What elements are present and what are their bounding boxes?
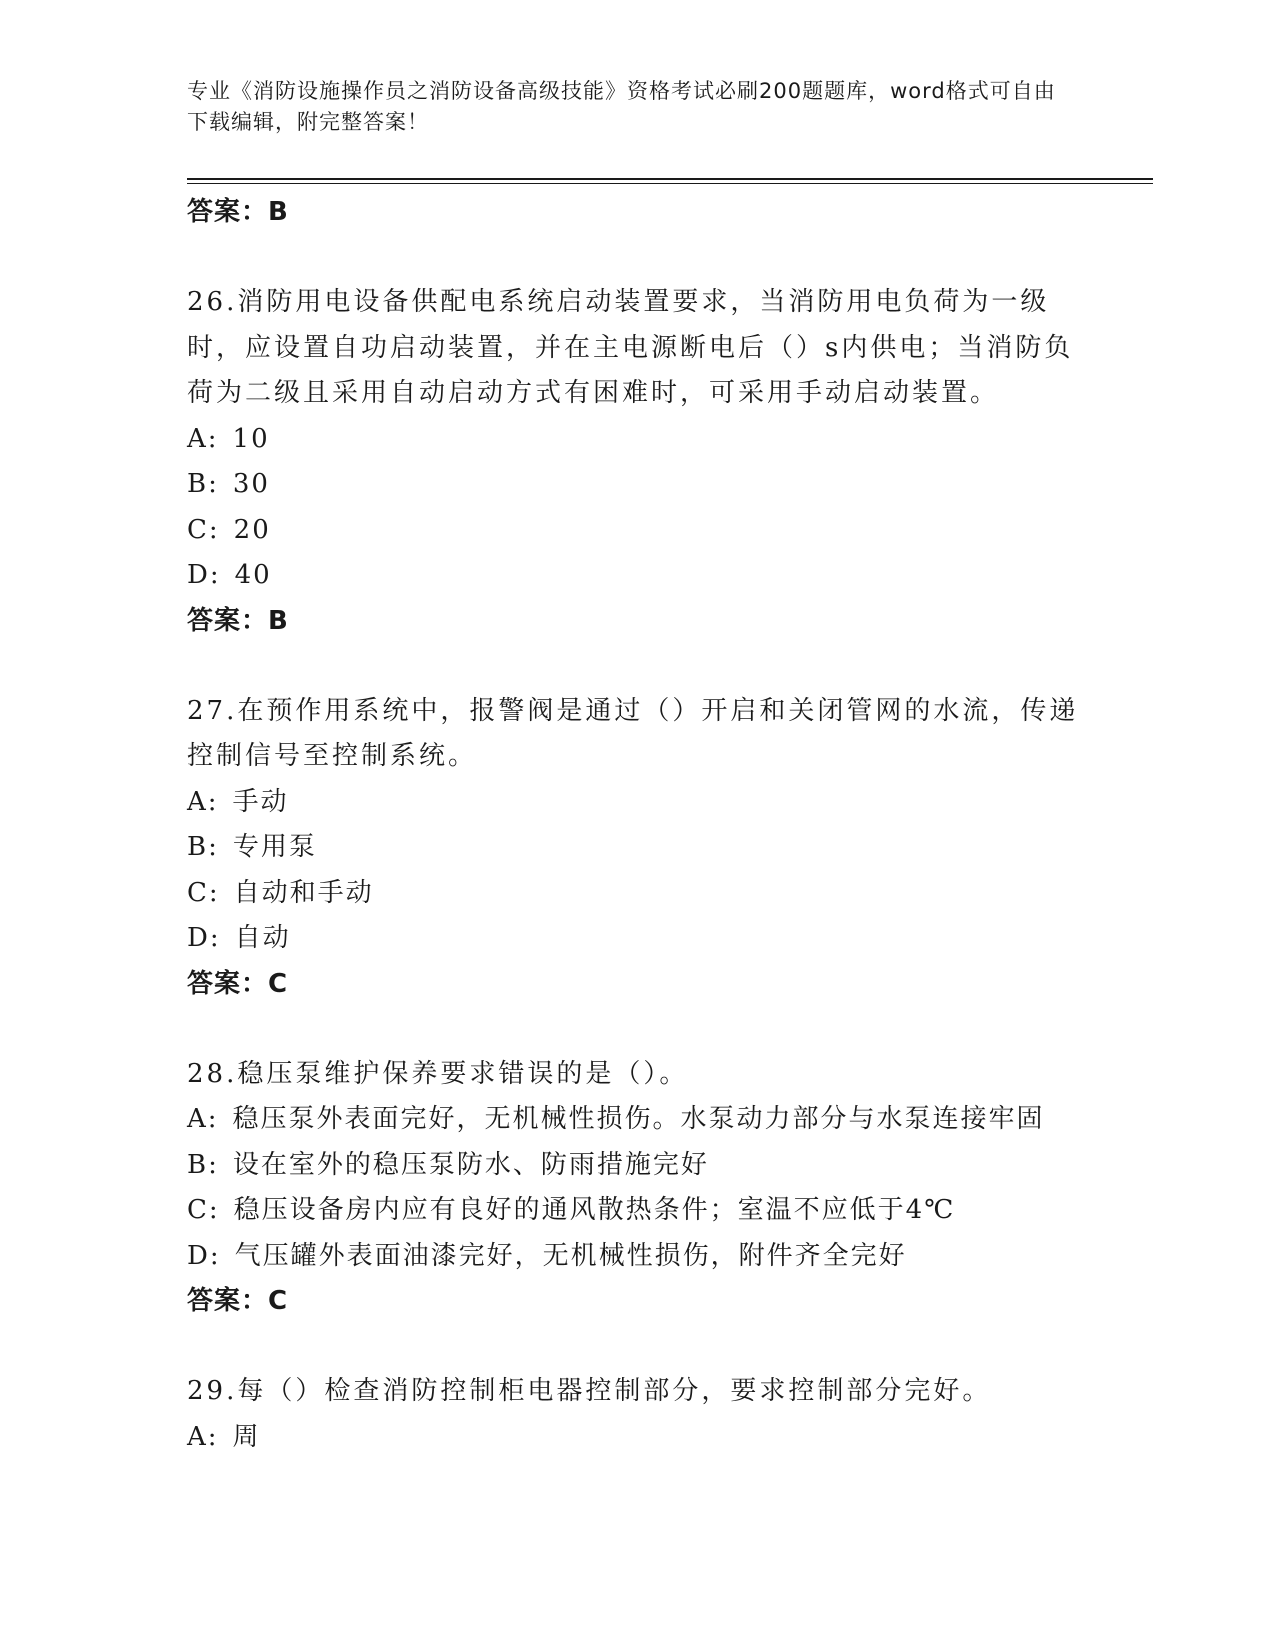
option-a bbox=[187, 1097, 1087, 1143]
answer-line: 答案：B bbox=[187, 197, 289, 227]
option-b bbox=[187, 462, 1087, 508]
question-item bbox=[187, 280, 1087, 639]
option-d bbox=[187, 1234, 1087, 1280]
option-text: 自动和手动 bbox=[233, 877, 374, 908]
option-letter: A: bbox=[187, 786, 219, 817]
option-letter: A: bbox=[187, 423, 219, 454]
answer-line: 答案：B bbox=[187, 605, 289, 636]
option-text: 稳压设备房内应有良好的通风散热条件；室温不应低于4℃ bbox=[233, 1195, 956, 1225]
option-text: 40 bbox=[234, 560, 272, 590]
question-stem: 28.稳压泵维护保养要求错误的是（）。 bbox=[187, 1058, 689, 1089]
option-c bbox=[187, 871, 1087, 917]
question-item bbox=[187, 1052, 1087, 1320]
option-letter: D: bbox=[187, 560, 221, 590]
option-c bbox=[187, 1188, 1087, 1234]
option-text: 20 bbox=[233, 514, 271, 545]
answer-line: 答案：C bbox=[187, 1286, 289, 1316]
option-text: 30 bbox=[232, 469, 270, 499]
header-divider-thin bbox=[187, 183, 1153, 184]
option-letter: B: bbox=[187, 832, 219, 862]
option-a bbox=[187, 1415, 1087, 1461]
option-letter: C: bbox=[187, 877, 220, 908]
option-letter: B: bbox=[187, 1149, 219, 1180]
option-letter: B: bbox=[187, 469, 219, 499]
option-letter: C: bbox=[187, 514, 220, 545]
question-item bbox=[187, 689, 1087, 1002]
option-letter: A: bbox=[187, 1104, 219, 1134]
option-text: 稳压泵外表面完好，无机械性损伤。水泵动力部分与水泵连接牢固 bbox=[232, 1104, 1045, 1134]
option-letter: C: bbox=[187, 1195, 220, 1225]
option-a bbox=[187, 780, 1087, 826]
option-text: 周 bbox=[232, 1421, 261, 1452]
option-text: 自动 bbox=[234, 923, 291, 953]
option-d bbox=[187, 553, 1087, 599]
option-text: 设在室外的稳压泵防水、防雨措施完好 bbox=[232, 1149, 709, 1180]
option-text: 10 bbox=[232, 423, 270, 454]
option-text: 手动 bbox=[232, 786, 289, 817]
option-b bbox=[187, 825, 1087, 871]
question-item bbox=[187, 1369, 1087, 1460]
answer-line: 答案：C bbox=[187, 968, 289, 999]
page-header: 专业《消防设施操作员之消防设备高级技能》资格考试必刷200题题库，word格式可自由下载编辑，附完整答案！ bbox=[187, 79, 1056, 134]
question-stem: 27.在预作用系统中，报警阀是通过（）开启和关闭管网的水流，传递控制信号至控制系统。 bbox=[187, 695, 1079, 771]
option-letter: A: bbox=[187, 1421, 219, 1452]
question-stem: 26.消防用电设备供配电系统启动装置要求，当消防用电负荷为一级时，应设置自功启动装置，并在主电源断电后（）s内供电；当消防负荷为二级且采用自动启动方式有困难时，可采用手动启动装置。 bbox=[187, 287, 1074, 408]
header-divider-thick bbox=[187, 178, 1153, 180]
option-d bbox=[187, 916, 1087, 962]
option-a bbox=[187, 417, 1087, 463]
option-c bbox=[187, 508, 1087, 554]
option-letter: D: bbox=[187, 923, 221, 953]
option-text: 专用泵 bbox=[232, 832, 317, 862]
option-b bbox=[187, 1143, 1087, 1189]
question-stem: 29.每（）检查消防控制柜电器控制部分，要求控制部分完好。 bbox=[187, 1376, 992, 1406]
question-list bbox=[187, 190, 1087, 1460]
option-text: 气压罐外表面油漆完好，无机械性损伤，附件齐全完好 bbox=[234, 1240, 907, 1271]
option-letter: D: bbox=[187, 1240, 221, 1271]
